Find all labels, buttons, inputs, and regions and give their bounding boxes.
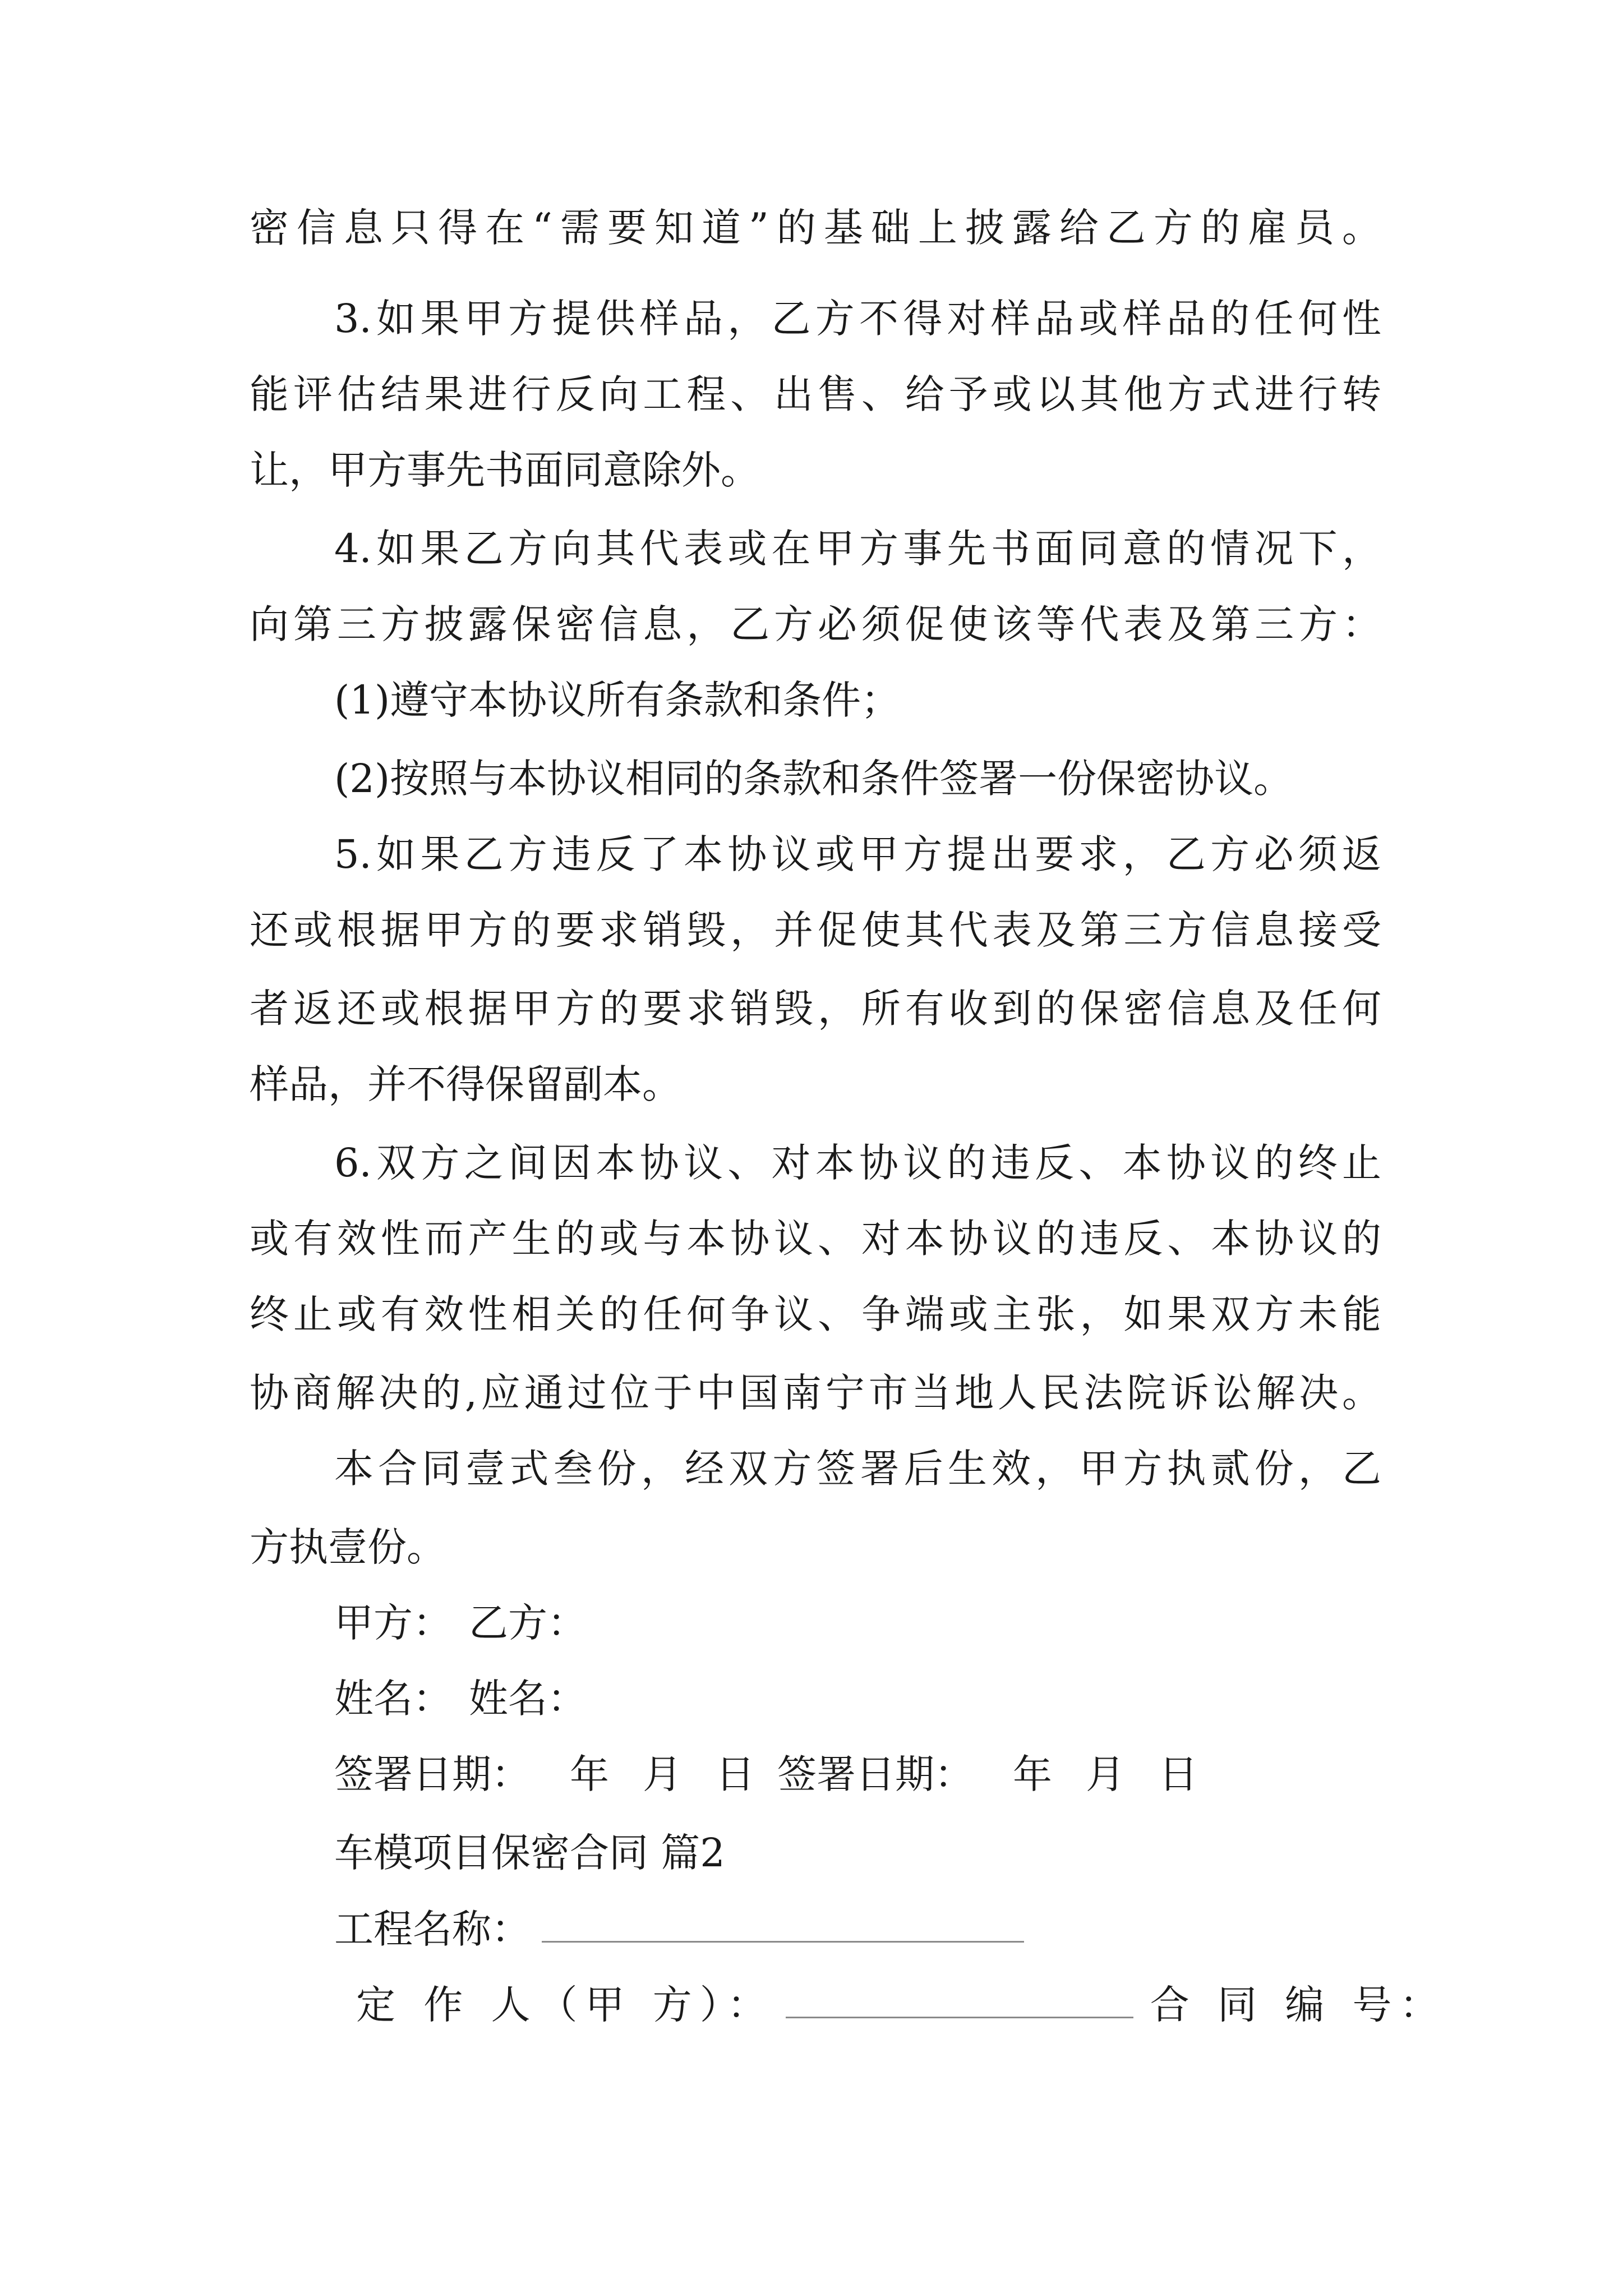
- copies-clause-line: 方执壹份。: [250, 1524, 446, 1570]
- clause-4-item-1: (1)遵守本协议所有条款和条件；: [334, 677, 901, 723]
- date-b-label: 签署日期：: [777, 1751, 974, 1797]
- clause-5-line: 5.如果乙方违反了本协议或甲方提出要求，乙方必须返: [334, 831, 1381, 877]
- clause-4-line: 4.如果乙方向其代表或在甲方事先书面同意的情况下，: [334, 526, 1381, 572]
- section-2-title: 车模项目保密合同 篇2: [334, 1830, 725, 1876]
- date-b-year: 年: [1013, 1751, 1052, 1797]
- party-b-label: 乙方：: [469, 1600, 587, 1646]
- clause-6-line: 终止或有效性相关的任何争议、争端或主张，如果双方未能: [250, 1291, 1381, 1337]
- clause-4-line: 向第三方披露保密信息，乙方必须促使该等代表及第三方：: [250, 601, 1381, 647]
- orderer-label: 定 作 人（甲 方）：: [356, 1982, 774, 2028]
- name-b-label: 姓名：: [469, 1676, 587, 1722]
- date-b-month: 月: [1086, 1751, 1125, 1797]
- clause-6-line: 协商解决的,应通过位于中国南宁市当地人民法院诉讼解决。: [250, 1370, 1381, 1416]
- clause-3-line: 3.如果甲方提供样品，乙方不得对样品或样品的任何性: [334, 296, 1381, 342]
- clause-3-line: 让，甲方事先书面同意除外。: [250, 447, 760, 493]
- date-a-label: 签署日期：: [334, 1751, 531, 1797]
- signature-names-row: [334, 1672, 587, 1726]
- project-name-row: [334, 1902, 1024, 1955]
- clause-5-line: 者返还或根据甲方的要求销毁，所有收到的保密信息及任何: [250, 986, 1381, 1032]
- clause-4-item-2: (2)按照与本协议相同的条款和条件签署一份保密协议。: [334, 756, 1293, 802]
- orderer-row: [356, 1977, 1447, 2031]
- project-name-label: 工程名称：: [334, 1906, 531, 1952]
- party-a-label: 甲方：: [334, 1600, 452, 1646]
- copies-clause-line: 本合同壹式叁份，经双方签署后生效，甲方执贰份，乙: [334, 1446, 1381, 1492]
- date-a-month: 月: [643, 1751, 682, 1797]
- clause-5-line: 样品，并不得保留副本。: [250, 1061, 681, 1107]
- date-b-day: 日: [1159, 1751, 1198, 1797]
- clause-5-line: 还或根据甲方的要求销毁，并促使其代表及第三方信息接受: [250, 907, 1381, 953]
- name-a-label: 姓名：: [334, 1676, 452, 1722]
- signature-dates-row: [334, 1747, 1198, 1801]
- date-a-day: 日: [716, 1751, 755, 1797]
- date-a-year: 年: [570, 1751, 609, 1797]
- orderer-blank: [786, 1977, 1133, 2018]
- signature-parties-row: [334, 1596, 587, 1650]
- clause-3-line: 能评估结果进行反向工程、出售、给予或以其他方式进行转: [250, 371, 1381, 417]
- project-name-blank: [542, 1902, 1024, 1943]
- paragraph-line: 密信息只得在“需要知道”的基础上披露给乙方的雇员。: [250, 205, 1381, 251]
- clause-6-line: 或有效性而产生的或与本协议、对本协议的违反、本协议的: [250, 1216, 1381, 1262]
- clause-6-line: 6.双方之间因本协议、对本协议的违反、本协议的终止: [334, 1140, 1381, 1186]
- contract-no-label: 合 同 编 号：: [1150, 1982, 1447, 2028]
